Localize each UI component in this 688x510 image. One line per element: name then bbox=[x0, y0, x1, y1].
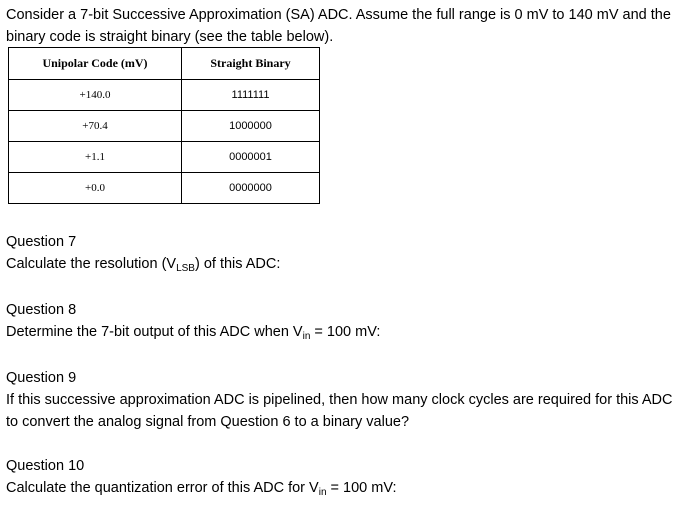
problem-intro: Consider a 7-bit Successive Approximation (SA) ADC. Assume the full range is 0 mV to 140 mV and the binary code is straight binary (see the table below). bbox=[6, 7, 671, 45]
question-9 bbox=[6, 367, 682, 433]
question-text: Determine the 7-bit output of this ADC when $V_{in} = 100$ mV: bbox=[6, 324, 381, 342]
unipolar-cell: +0.0 bbox=[9, 173, 182, 204]
table-row bbox=[9, 80, 320, 111]
question-title: Question 10 bbox=[6, 458, 85, 474]
question-7 bbox=[6, 231, 682, 275]
header-unipolar-code: Unipolar Code (mV) bbox=[9, 48, 182, 80]
table-header-row bbox=[9, 48, 320, 80]
question-title: Question 9 bbox=[6, 370, 77, 386]
unipolar-cell: +70.4 bbox=[9, 111, 182, 142]
unipolar-cell: +1.1 bbox=[9, 142, 182, 173]
unipolar-cell: +140.0 bbox=[9, 80, 182, 111]
table-row bbox=[9, 142, 320, 173]
binary-cell: 1000000 bbox=[182, 111, 320, 142]
question-title: Question 7 bbox=[6, 234, 77, 250]
table-row bbox=[9, 111, 320, 142]
question-text: If this successive approximation ADC is pipelined, then how many clock cycles are required for this ADC to convert the analog signal from Question 6 to a binary value? bbox=[6, 392, 673, 430]
table-row bbox=[9, 173, 320, 204]
code-table bbox=[8, 47, 320, 204]
question-title: Question 8 bbox=[6, 302, 77, 318]
binary-cell: 0000000 bbox=[182, 173, 320, 204]
question-10 bbox=[6, 455, 682, 499]
header-straight-binary: Straight Binary bbox=[182, 48, 320, 80]
question-text: Calculate the resolution $(V_{LSB})$ of this ADC: bbox=[6, 256, 281, 274]
binary-cell: 0000001 bbox=[182, 142, 320, 173]
binary-cell: 1111111 bbox=[182, 80, 320, 111]
question-8 bbox=[6, 299, 682, 343]
question-text: Calculate the quantization error of this ADC for $V_{in} = 100$ mV: bbox=[6, 480, 397, 498]
